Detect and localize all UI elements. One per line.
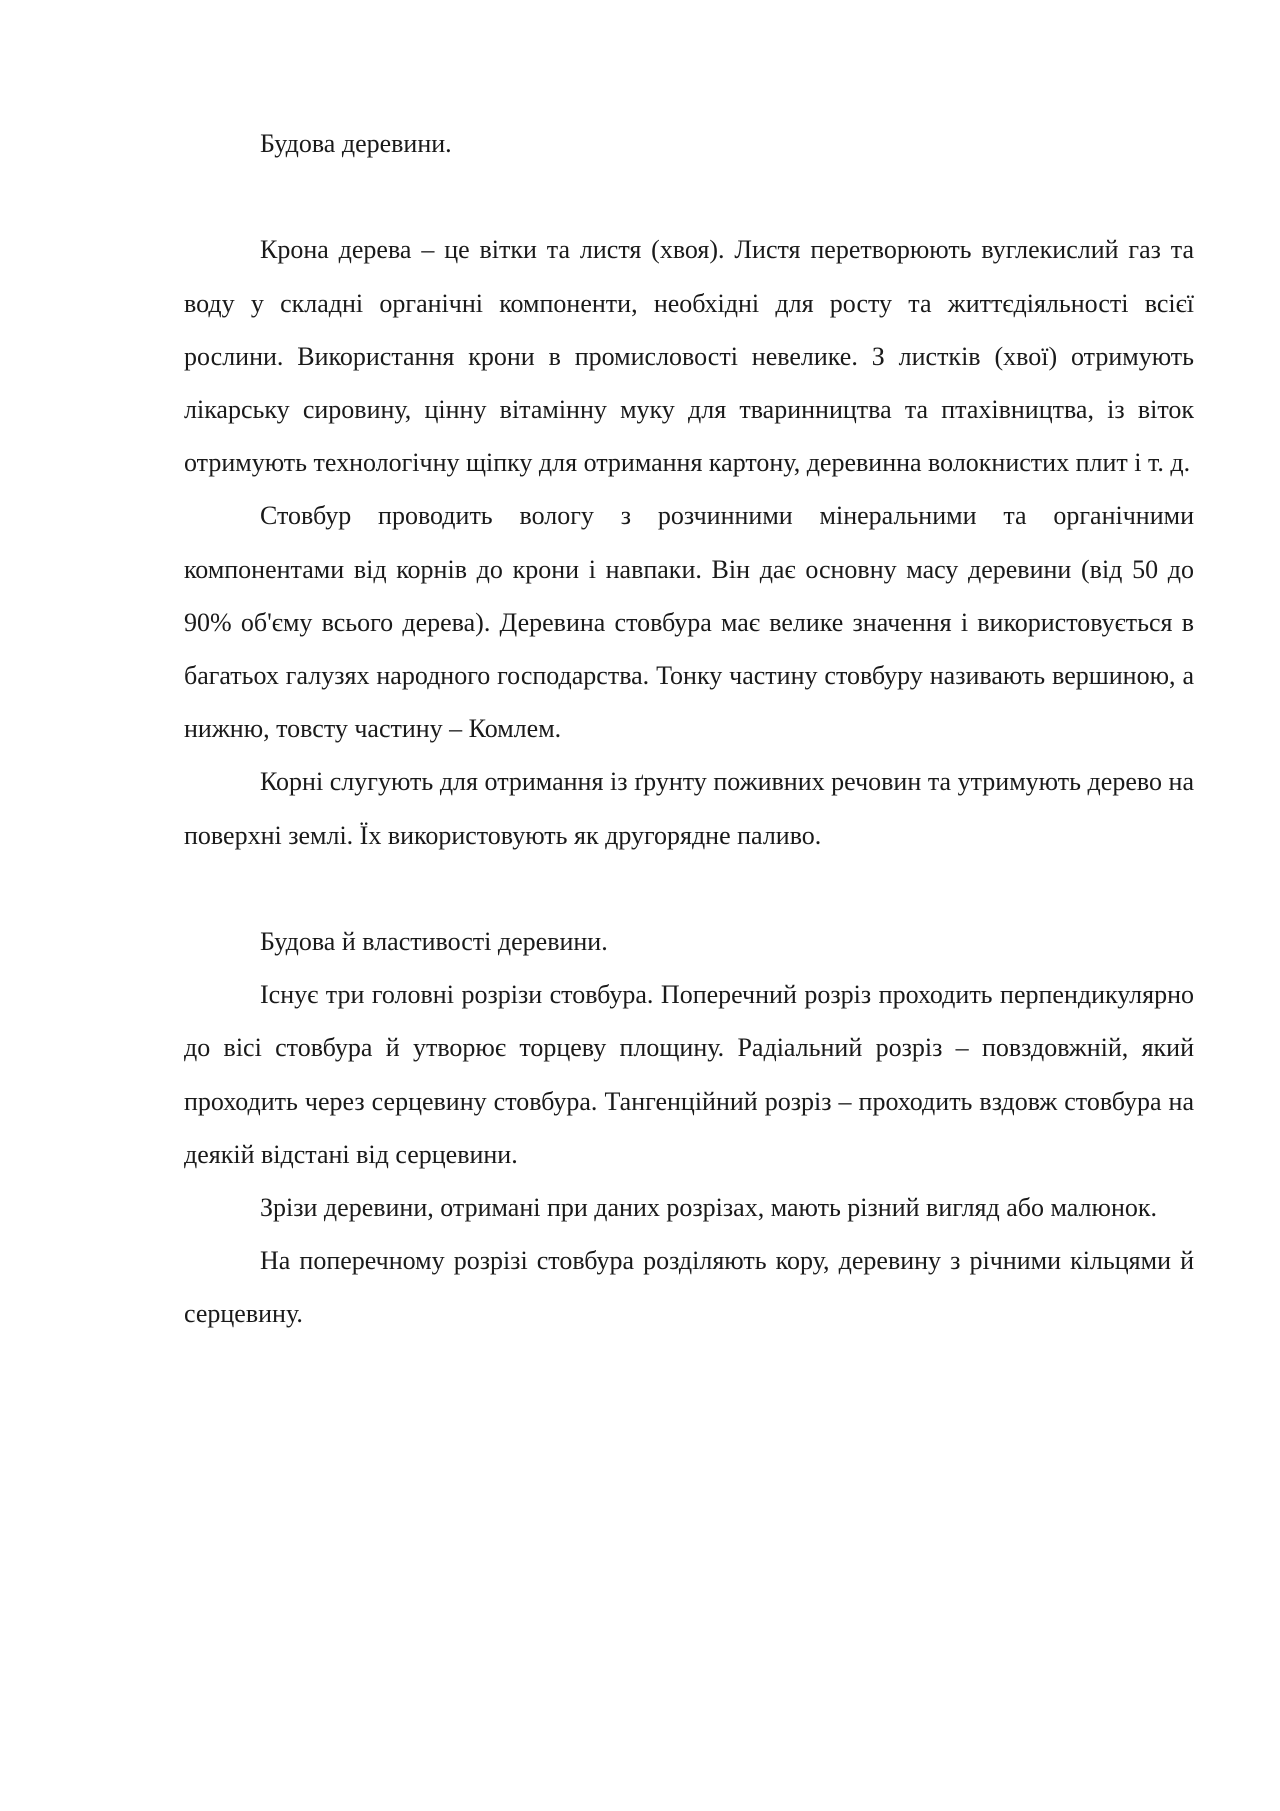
paragraph-sections-view: Зрізи деревини, отримані при даних розрізах, мають різний вигляд або малюнок. — [260, 1193, 1157, 1223]
paragraph-roots: Корні слугують для отримання із ґрунту поживних речовин та утримують дерево на поверхні землі. Їх використовують як другорядне паливо. — [184, 767, 1194, 850]
section-heading: Будова й властивості деревини. — [260, 927, 608, 957]
paragraph-cross-section: На поперечному розрізі стовбура розділяють кору, деревину з річними кільцями й серцевину. — [184, 1246, 1194, 1329]
section-heading: Будова деревини. — [260, 129, 452, 158]
text-column — [184, 117, 1194, 1341]
paragraph-crown: Крона дерева – це вітки та листя (хвоя). Листя перетворюють вуглекислий газ та воду у складні органічні компоненти, необхідні для росту та життєдіяльності всієї рослини. Використання крони в промисловості невелике. З листків (хвої) отримують лікарську сировину, цінну вітамінну муку для тваринництва та птахівництва, із віток отримують технологічну щіпку для отримання картону, деревинна волокнистих плит і т. д. — [184, 235, 1194, 478]
paragraph-trunk: Стовбур проводить вологу з розчинними мінеральними та органічними компонентами від корнів до крони і навпаки. Він дає основну масу деревини (від 50 до 90% об'єму всього дерева). Деревина стовбура має велике значення і використовується в багатьох галузях народного господарства. Тонку частину стовбуру називають вершиною, а нижню, товсту частину – Комлем. — [184, 501, 1194, 744]
paragraph-cuts: Існує три головні розрізи стовбура. Поперечний розріз проходить перпендикулярно до вісі стовбура й утворює торцеву площину. Радіальний розріз – повздовжній, який проходить через серцевину стовбура. Тангенційний розріз – проходить вздовж стовбура на деякій відстані від серцевини. — [184, 980, 1194, 1169]
